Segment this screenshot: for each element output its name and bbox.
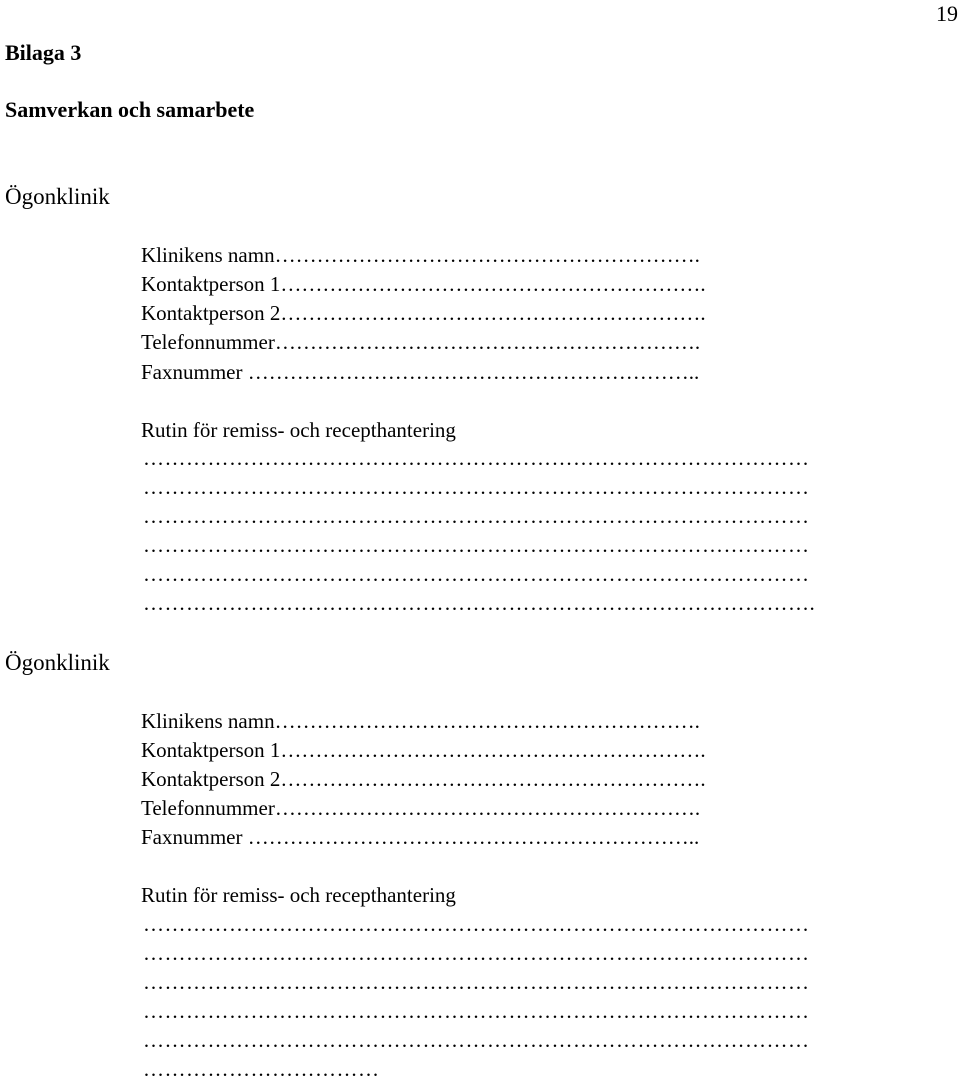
dotted-line: ………………………………………………………………………………… [143,943,810,964]
routine-label: Rutin för remiss- och recepthantering [141,883,456,907]
dotted-line: ………………………………………………………………………………… [143,914,810,935]
phone-number-field: Telefonnummer……………………………………………………. [141,330,701,354]
fax-number-field: Faxnummer ……………………………………………………….. [141,825,700,849]
dotted-line: ………………………………………………………………………………… [143,1030,810,1051]
phone-number-field: Telefonnummer……………………………………………………. [141,796,701,820]
clinic-heading: Ögonklinik [5,650,110,675]
dotted-line: ………………………………………………………………………………… [143,1001,810,1022]
contact-person-1-field: Kontaktperson 1……………………………………………………. [141,272,706,296]
dotted-line: ………………………………………………………………………………… [143,535,810,556]
fax-number-field: Faxnummer ……………………………………………………….. [141,360,700,384]
appendix-title: Bilaga 3 [5,40,82,65]
dotted-line: …………………………………………………………………………………. [143,593,816,614]
contact-person-2-field: Kontaktperson 2……………………………………………………. [141,301,706,325]
clinic-name-field: Klinikens namn……………………………………………………. [141,243,700,267]
dotted-line: ………………………………………………………………………………… [143,972,810,993]
dotted-line: ………………………………………………………………………………… [143,448,810,469]
dotted-line: …………………………… [143,1059,380,1080]
page-number: 19 [936,1,958,26]
dotted-line: ………………………………………………………………………………… [143,506,810,527]
dotted-line: ………………………………………………………………………………… [143,477,810,498]
contact-person-1-field: Kontaktperson 1……………………………………………………. [141,738,706,762]
contact-person-2-field: Kontaktperson 2……………………………………………………. [141,767,706,791]
dotted-line: ………………………………………………………………………………… [143,564,810,585]
section-title: Samverkan och samarbete [5,97,255,122]
clinic-name-field: Klinikens namn……………………………………………………. [141,709,700,733]
clinic-heading: Ögonklinik [5,184,110,209]
routine-label: Rutin för remiss- och recepthantering [141,418,456,442]
